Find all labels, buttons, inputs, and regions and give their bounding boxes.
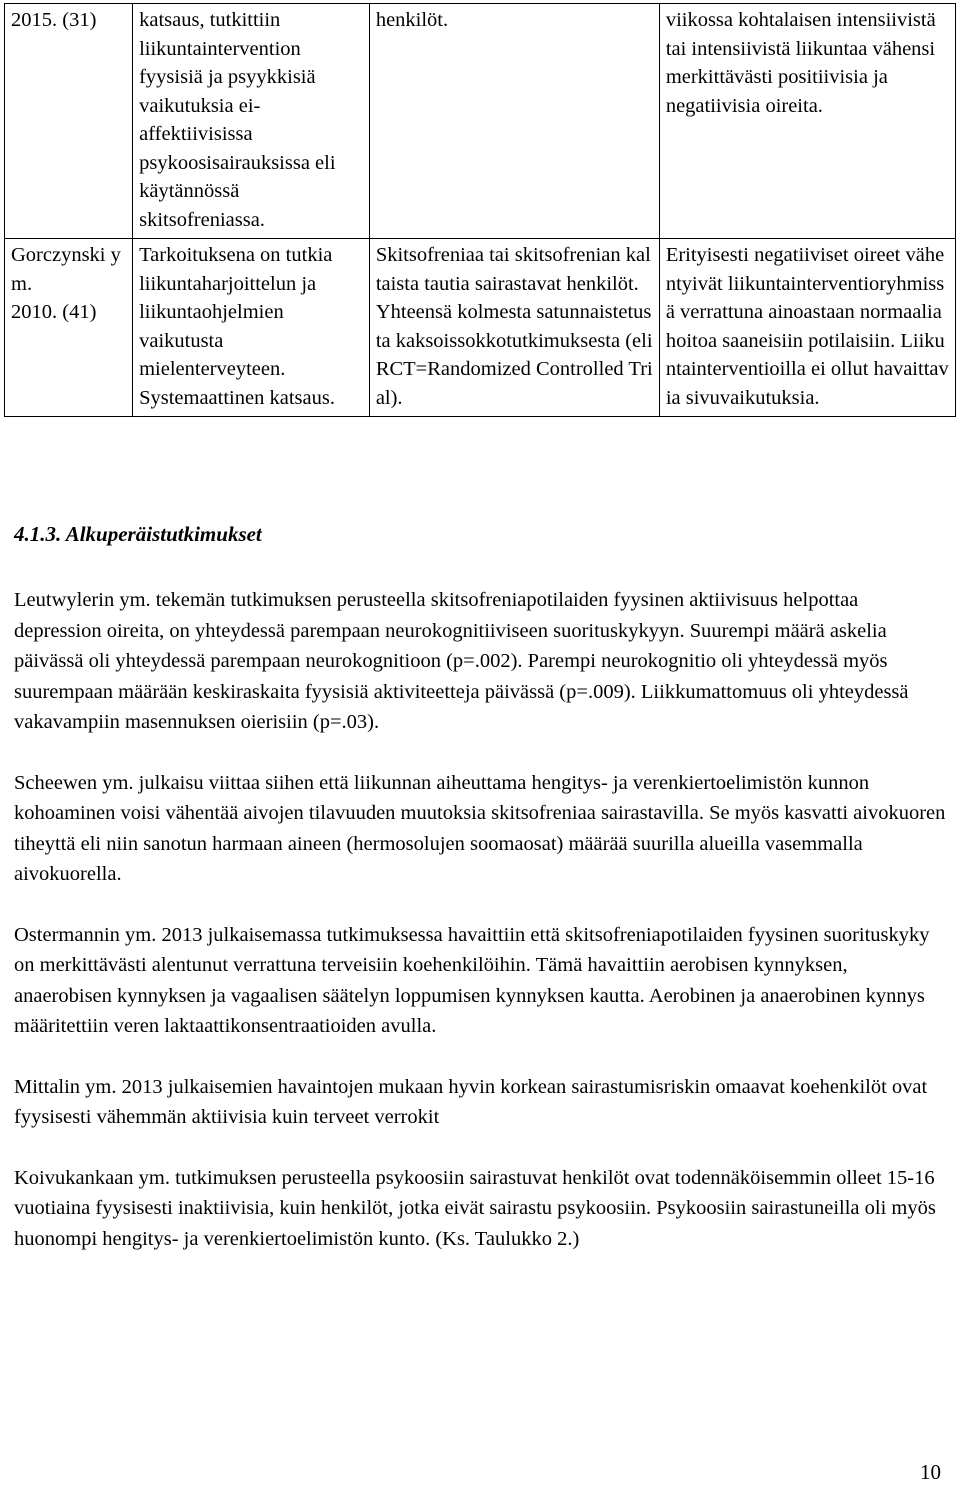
table-cell-aim: katsaus, tutkittiin liikuntaintervention fyysisiä ja psyykkisiä vaikutuksia ei-affektiivisissa psykoosisairauksissa eli käytännössä skitsofreniassa. [133, 4, 370, 239]
table-row [5, 4, 956, 239]
section-heading: 4.1.3. Alkuperäistutkimukset [14, 522, 262, 546]
table-cell-aim: Tarkoituksena on tutkia liikuntaharjoittelun ja liikuntaohjelmien vaikutusta mielenterveyteen. Systemaattinen katsaus. [133, 239, 370, 417]
table-cell-reference: 2015. (31) [5, 4, 133, 239]
paragraph-mittal: Mittalin ym. 2013 julkaisemien havaintojen mukaan hyvin korkean sairastumisriskin omaavat koehenkilöt ovat fyysisesti vähemmän aktiivisia kuin terveet verrokit [14, 1075, 928, 1128]
table-row [5, 239, 956, 417]
literature-table [4, 3, 956, 417]
paragraph-koivukangas: Koivukankaan ym. tutkimuksen perusteella psykoosiin sairastuvat henkilöt ovat todennäköisemmin olleet 15-16 vuotiaina fyysisesti inaktiivisia, kuin henkilöt, jotka eivät sairastu psykoosiin. Psykoosiin sairastuneilla oli myös huonompi hengitys- ja verenkiertoelimistön kunto. (Ks. Taulukko 2.) [14, 1166, 936, 1250]
page-number: 10 [920, 1460, 941, 1484]
paragraph-leutwyler: Leutwylerin ym. tekemän tutkimuksen perusteella skitsofreniapotilaiden fyysinen aktiivisuus helpottaa depression oireita, on yhteydessä parempaan neurokognitiiviseen suorituskykyyn. Suurempi määrä askelia päivässä oli yhteydessä parempaan neurokognitioon (p=.002). Parempi neurokognitio oli yhteydessä myös suurempaan määrään keskiraskaita fyysisiä aktiviteetteja päivässä (p=.009). Liikkumattomuus oli yhteydessä vakavampiin masennuksen oierisiin (p=.03). [14, 589, 909, 733]
table-cell-reference: Gorczynski ym. 2010. (41) [5, 239, 133, 417]
paragraph-scheewen: Scheewen ym. julkaisu viittaa siihen että liikunnan aiheuttama hengitys- ja verenkiertoelimistön kunnon kohoaminen voisi vähentää aivojen tilavuuden muutoksia skitsofreniaa sairastavilla. Se myös kasvatti aivokuoren tiheyttä eli niin sanotun harmaan aineen (hermosolujen soomaosat) määrää suurilla alueilla vasemmalla aivokuorella. [14, 771, 946, 885]
table-cell-population: henkilöt. [369, 4, 659, 239]
table-cell-results: Erityisesti negatiiviset oireet vähentyivät liikuntainterventioryhmissä verrattuna ainoastaan normaalia hoitoa saaneisiin potilaisiin. Liikuntainterventioilla ei ollut havaittavia sivuvaikutuksia. [659, 239, 955, 417]
table-cell-results: viikossa kohtalaisen intensiivistä tai intensiivistä liikuntaa vähensi merkittävästi positiivisia ja negatiivisia oireita. [659, 4, 955, 239]
paragraph-ostermann: Ostermannin ym. 2013 julkaisemassa tutkimuksessa havaittiin että skitsofreniapotilaiden fyysinen suorituskyky on merkittävästi alentunut verrattuna terveisiin koehenkilöihin. Tämä havaittiin aerobisen kynnyksen, anaerobisen kynnyksen ja vagaalisen säätelyn loppumisen kynnyksen kautta. Aerobinen ja anaerobinen kynnys määritettiin veren laktaattikonsentraatioiden avulla. [14, 923, 930, 1037]
table-cell-population: Skitsofreniaa tai skitsofrenian kaltaista tautia sairastavat henkilöt. Yhteensä kolmesta satunnaistetusta kaksoissokkotutkimuksesta (eli RCT=Randomized Controlled Trial). [369, 239, 659, 417]
body-text [14, 585, 949, 1284]
